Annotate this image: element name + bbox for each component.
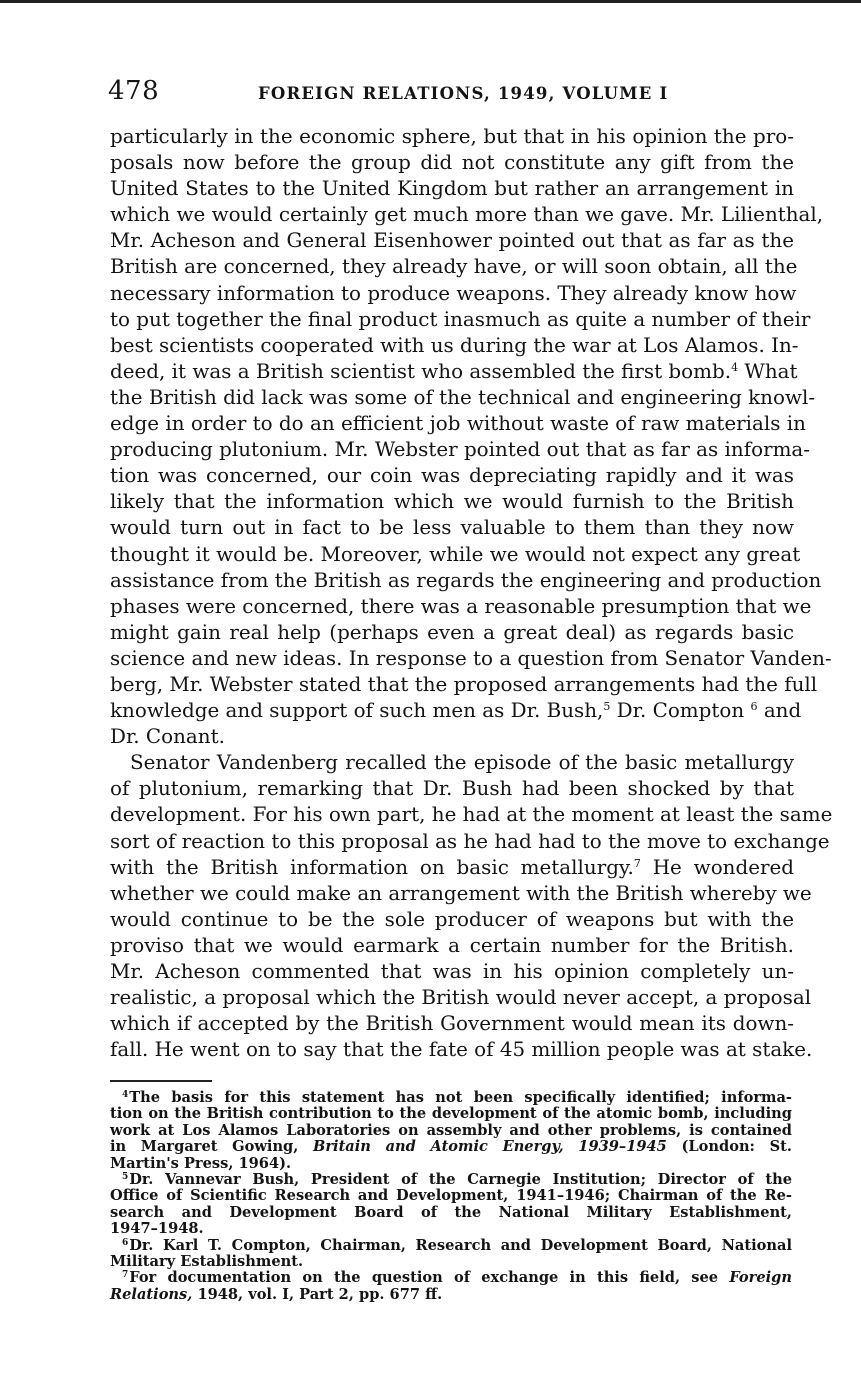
text-line: proviso that we would earmark a certain number for the British. (110, 933, 794, 957)
text-line: science and new ideas. In response to a question from Senator Vanden- (110, 646, 832, 670)
text-line: would turn out in fact to be less valuable to them than they now (110, 516, 794, 540)
text-line: likely that the information which we would furnish to the British (110, 490, 794, 514)
footnote-text: (London: St. (681, 1138, 792, 1156)
footnote-line: tion on the British contribution to the development of the atomic bomb, including (110, 1105, 792, 1123)
footnote-text: Dr. Vannevar Bush, President of the Carnegie Institution; Director of the (129, 1171, 792, 1189)
footnote-mark: 7 (122, 1270, 129, 1281)
text-line (110, 359, 798, 385)
text-line: of plutonium, remarking that Dr. Bush had been shocked by that (110, 777, 794, 801)
footnote-ref-7[interactable]: 7 (633, 856, 641, 870)
text-line: assistance from the British as regards the engineering and production (110, 568, 822, 592)
text-line (110, 698, 802, 724)
footnote-line: search and Development Board of the National Military Establishment, (110, 1203, 792, 1221)
footnote-text: Dr. Karl T. Compton, Chairman, Research and Development Board, National (129, 1236, 792, 1254)
text-segment: He wondered (640, 855, 794, 879)
footnote-text: The basis for this statement has not been specifically identified; informa- (129, 1089, 792, 1106)
text-segment: Dr. Compton (610, 699, 751, 723)
text-segment: What (738, 359, 798, 383)
running-head: FOREIGN RELATIONS, 1949, VOLUME I (258, 84, 669, 103)
footnote-ref-4[interactable]: 4 (731, 360, 739, 374)
text-segment: and (757, 699, 802, 723)
text-line: phases were concerned, there was a reasonable presumption that we (110, 594, 812, 618)
text-line: whether we could make an arrangement with the British whereby we (110, 881, 812, 905)
footnote-line (110, 1238, 792, 1254)
footnote-line: Office of Scientific Research and Development, 1941–1946; Chairman of the Re- (110, 1187, 792, 1205)
footnote-7 (110, 1270, 792, 1303)
text-line: thought it would be. Moreover, while we would not expect any great (110, 542, 801, 566)
text-line: development. For his own part, he had at the moment at least the same (110, 803, 833, 827)
text-segment: deed, it was a British scientist who assembled the first bomb. (110, 359, 732, 383)
text-line: posals now before the group did not constitute any gift from the (110, 151, 794, 175)
text-line: best scientists cooperated with us during the war at Los Alamos. In- (110, 333, 799, 357)
text-line: edge in order to do an efficient job without waste of raw materials in (110, 412, 806, 436)
book-title: Britain and Atomic Energy, 1939–1945 (313, 1138, 667, 1156)
text-line: to put together the final product inasmuch as quite a number of their (110, 307, 811, 331)
text-line: United States to the United Kingdom but rather an arrangement in (110, 177, 794, 201)
text-segment: with the British information on basic metallurgy. (110, 855, 634, 879)
text-line: sort of reaction to this proposal as he had had to the move to exchange (110, 829, 830, 853)
footnote-mark: 4 (122, 1090, 129, 1100)
footnote-6 (110, 1238, 792, 1271)
text-segment: knowledge and support of such men as Dr. Bush, (110, 699, 604, 723)
paragraph-1 (110, 124, 832, 750)
footnote-line (110, 1090, 792, 1106)
footnote-text: For documentation on the question of exchange in this field, see (129, 1269, 719, 1287)
footnote-separator (110, 1080, 212, 1082)
text-line: the British did lack was some of the technical and engineering knowl- (110, 385, 816, 409)
text-line: producing plutonium. Mr. Webster pointed out that as far as informa- (110, 438, 811, 462)
top-border-rule (0, 0, 861, 3)
footnote-line (110, 1287, 792, 1303)
text-line: Mr. Acheson commented that was in his opinion completely un- (110, 960, 794, 983)
book-title: Foreign (729, 1269, 792, 1287)
footnote-text: in Margaret Gowing, (110, 1138, 299, 1156)
page-header (108, 76, 798, 108)
text-line: berg, Mr. Webster stated that the proposed arrangements had the full (110, 672, 818, 696)
text-line: particularly in the economic sphere, but that in his opinion the pro- (110, 125, 794, 148)
footnote-line: work at Los Alamos Laboratories on assembly and other problems, is contained (110, 1121, 792, 1139)
text-line: would continue to be the sole producer of weapons but with the (110, 907, 794, 931)
footnote-line (110, 1270, 792, 1286)
footnote-5 (110, 1172, 792, 1238)
footnote-mark: 5 (122, 1172, 129, 1183)
footnote-line (110, 1172, 792, 1188)
text-line: which we would certainly get much more than we gave. Mr. Lilienthal, (110, 203, 824, 227)
text-line: fall. He went on to say that the fate of 45 million people was at stake. (110, 1038, 813, 1062)
main-text (110, 124, 833, 1063)
footnote-text: 1948, vol. I, Part 2, pp. 677 ff. (197, 1285, 443, 1303)
text-line: Senator Vandenberg recalled the episode of the basic metallurgy (130, 751, 794, 775)
text-line: which if accepted by the British Government would mean its down- (110, 1012, 794, 1036)
footnote-line: Martin's Press, 1964). (110, 1154, 292, 1172)
page-number: 478 (108, 76, 160, 106)
text-line: British are concerned, they already have, or will soon obtain, all the (110, 255, 798, 279)
text-line: necessary information to produce weapons. They already know how (110, 281, 797, 305)
footnote-4 (110, 1090, 792, 1172)
text-line: tion was concerned, our coin was depreciating rapidly and it was (110, 464, 794, 488)
footnote-line: 1947–1948. (110, 1220, 204, 1238)
text-line: Dr. Conant. (110, 725, 225, 749)
book-title: Relations, (110, 1285, 193, 1303)
text-line: realistic, a proposal which the British would never accept, a proposal (110, 986, 812, 1010)
text-line: Mr. Acheson and General Eisenhower pointed out that as far as the (110, 229, 794, 253)
footnote-line (110, 1139, 792, 1155)
footnote-mark: 6 (122, 1237, 129, 1248)
footnotes (110, 1090, 792, 1303)
paragraph-2 (110, 750, 833, 1063)
footnote-line: Military Establishment. (110, 1253, 304, 1271)
text-line: might gain real help (perhaps even a great deal) as regards basic (110, 620, 794, 644)
footnote-ref-6[interactable]: 6 (750, 700, 758, 714)
text-line (110, 855, 794, 881)
footnote-ref-5[interactable]: 5 (603, 700, 611, 714)
